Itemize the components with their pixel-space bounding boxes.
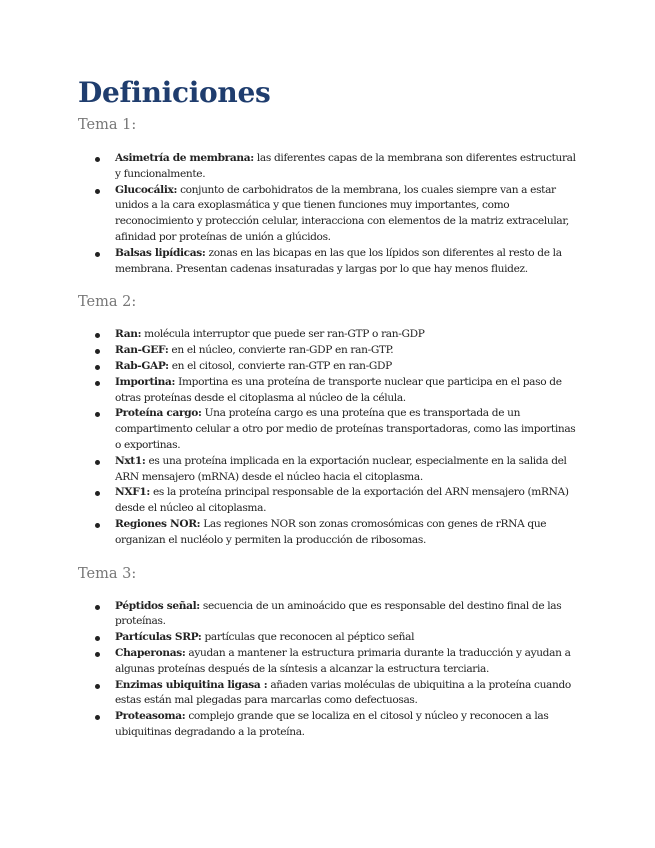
definition-term: Regiones NOR: [115, 517, 201, 530]
list-item [78, 343, 578, 359]
definition-text: complejo grande que se localiza en el citosol y núcleo y reconocen a las ubiquitinas degradando a la proteína. [115, 710, 549, 738]
definition-text: Importina es una proteína de transporte nuclear que participa en el paso de otras proteínas desde el citoplasma al núcleo de la célula. [115, 375, 562, 404]
definition-text: secuencia de un aminoácido que es responsable del destino final de las proteínas. [115, 599, 562, 628]
document-page [78, 74, 578, 741]
list-item [78, 517, 578, 549]
definition-term: Balsas lipídicas: [115, 246, 206, 259]
list-item [78, 406, 578, 453]
list-item [78, 359, 578, 375]
list-item [78, 327, 578, 343]
list-item [78, 485, 578, 517]
definition-text: partículas que reconocen al péptico señal [204, 631, 415, 644]
list-item [78, 709, 578, 741]
definition-text: las diferentes capas de la membrana son diferentes estructural y funcionalmente. [115, 152, 576, 180]
definition-text: conjunto de carbohidratos de la membrana, los cuales siempre van a estar unidos a la cara exoplasmática y que tienen funciones muy importantes, como reconocimiento y protección celular, interacciona con elementos de la matriz extracelular, afinidad por proteínas de unión a glúcidos. [115, 183, 569, 243]
definition-text: Las regiones NOR son zonas cromosómicas con genes de rRNA que organizan el nucléolo y permiten la producción de ribosomas. [115, 517, 547, 546]
definition-term: Ran-GEF: [115, 344, 169, 357]
definition-term: Glucocálix: [115, 183, 178, 196]
definition-text: en el núcleo, convierte ran-GDP en ran-GTP. [171, 344, 394, 357]
definition-term: Chaperonas: [115, 646, 186, 659]
definition-list-tema-3 [78, 599, 578, 741]
list-item [78, 678, 578, 710]
definition-text: es una proteína implicada en la exportación nuclear, especialmente en la salida del ARN mensajero (mRNA) desde el núcleo hacia el citoplasma. [115, 454, 567, 483]
definition-term: Rab-GAP: [115, 359, 169, 372]
list-item [78, 246, 578, 278]
definition-list-tema-1 [78, 151, 578, 277]
definition-list-tema-2 [78, 327, 578, 548]
section-heading-tema-2: Tema 2: [78, 294, 137, 311]
definition-term: Ran: [115, 328, 142, 341]
page-title: Definiciones [78, 76, 271, 109]
definition-text: en el citosol, convierte ran-GTP en ran-GDP [171, 359, 392, 372]
list-item [78, 454, 578, 486]
definition-term: Nxt1: [115, 454, 146, 467]
section-heading-tema-1: Tema 1: [78, 117, 137, 133]
list-item [78, 630, 578, 646]
list-item [78, 646, 578, 678]
definition-term: Partículas SRP: [115, 631, 202, 644]
definition-text: zonas en las bicapas en las que los lípidos son diferentes al resto de la membrana. Presentan cadenas insaturadas y largas por lo que hay menos fluidez. [115, 246, 562, 275]
definition-term: Enzimas ubiquitina ligasa : [115, 678, 268, 691]
definition-term: Proteína cargo: [115, 407, 202, 420]
list-item [78, 599, 578, 631]
definition-term: Importina: [115, 375, 176, 388]
section-heading-tema-3: Tema 3: [78, 565, 137, 582]
definition-term: NXF1: [115, 486, 150, 499]
definition-text: es la proteína principal responsable de la exportación del ARN mensajero (mRNA) desde el núcleo al citoplasma. [115, 486, 569, 515]
definition-term: Asimetría de membrana: [115, 152, 254, 164]
definition-term: Proteasoma: [115, 710, 186, 723]
list-item [78, 151, 578, 183]
definition-term: Péptidos señal: [115, 599, 200, 612]
definition-text: molécula interruptor que puede ser ran-GTP o ran-GDP [144, 328, 425, 341]
list-item [78, 375, 578, 407]
definition-text: Una proteína cargo es una proteína que es transportada de un compartimento celular a otro por medio de proteínas transportadoras, como las importinas o exportinas. [115, 407, 576, 451]
definition-text: añaden varias moléculas de ubiquitina a la proteína cuando estas están mal plegadas para marcarlas como defectuosas. [115, 678, 571, 707]
list-item [78, 183, 578, 246]
definition-text: ayudan a mantener la estructura primaria durante la traducción y ayudan a algunas proteínas después de la síntesis a alcanzar la estructura terciaria. [115, 646, 571, 675]
